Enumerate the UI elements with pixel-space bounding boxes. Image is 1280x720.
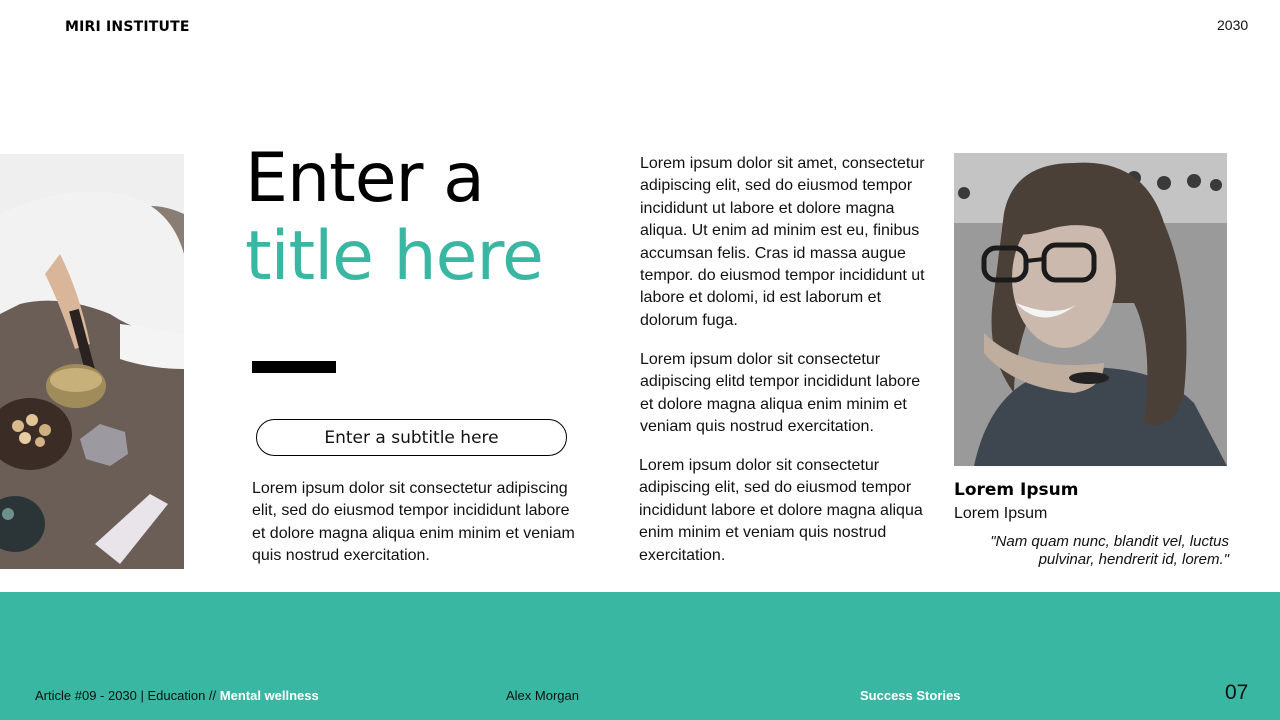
body-paragraph-3: Lorem ipsum dolor sit consectetur adipiscing elit, sed do eiusmod tempor incididunt labore et dolore magna aliqua enim minim et veniam quis nostrud exercitation.: [639, 457, 923, 564]
body-paragraph-2: Lorem ipsum dolor sit consectetur adipiscing elitd tempor incididunt labore et dolore magna aliqua enim minim et veniam quis nostrud exercitation.: [640, 351, 921, 436]
header-year: 2030: [1217, 17, 1249, 33]
body-paragraph-1: Lorem ipsum dolor sit amet, consectetur adipiscing elit, sed do eiusmod tempor incididunt ut labore et dolore magna aliqua. Ut enim ad minim est eu, finibus accumsan felis. Cras id massa augue tempor. do eiusmod tempor incididunt ut labore et dolomi, id est laborum et dolorum fuga.: [640, 155, 925, 329]
footer-article-prefix: Article #09 - 2030 | Education //: [35, 688, 220, 703]
page-title: [245, 140, 543, 296]
left-paragraph: Lorem ipsum dolor sit consectetur adipiscing elit, sed do eiusmod tempor incididunt labore et dolore magna aliqua enim minim et veniam quis nostrud exercitation.: [252, 480, 575, 565]
page-number: 07: [1225, 681, 1249, 704]
portrait-photo: [954, 153, 1227, 466]
wellness-photo: [0, 154, 184, 569]
profile-role: Lorem Ipsum: [954, 505, 1048, 522]
title-divider: [252, 361, 336, 373]
brand-name: MIRI INSTITUTE: [65, 19, 190, 35]
profile-name: Lorem Ipsum: [954, 480, 1079, 500]
profile-quote: "Nam quam nunc, blandit vel, luctus pulvinar, hendrerit id, lorem.": [990, 533, 1229, 568]
footer-band: [0, 592, 1280, 720]
subtitle-pill: Enter a subtitle here: [256, 419, 567, 456]
footer-article-topic: Mental wellness: [219, 688, 319, 703]
footer-section: Success Stories: [860, 688, 961, 703]
title-line-2: title here: [245, 217, 543, 296]
title-line-1: Enter a: [245, 139, 484, 218]
footer-author: Alex Morgan: [506, 688, 579, 703]
footer-article: [35, 688, 319, 703]
